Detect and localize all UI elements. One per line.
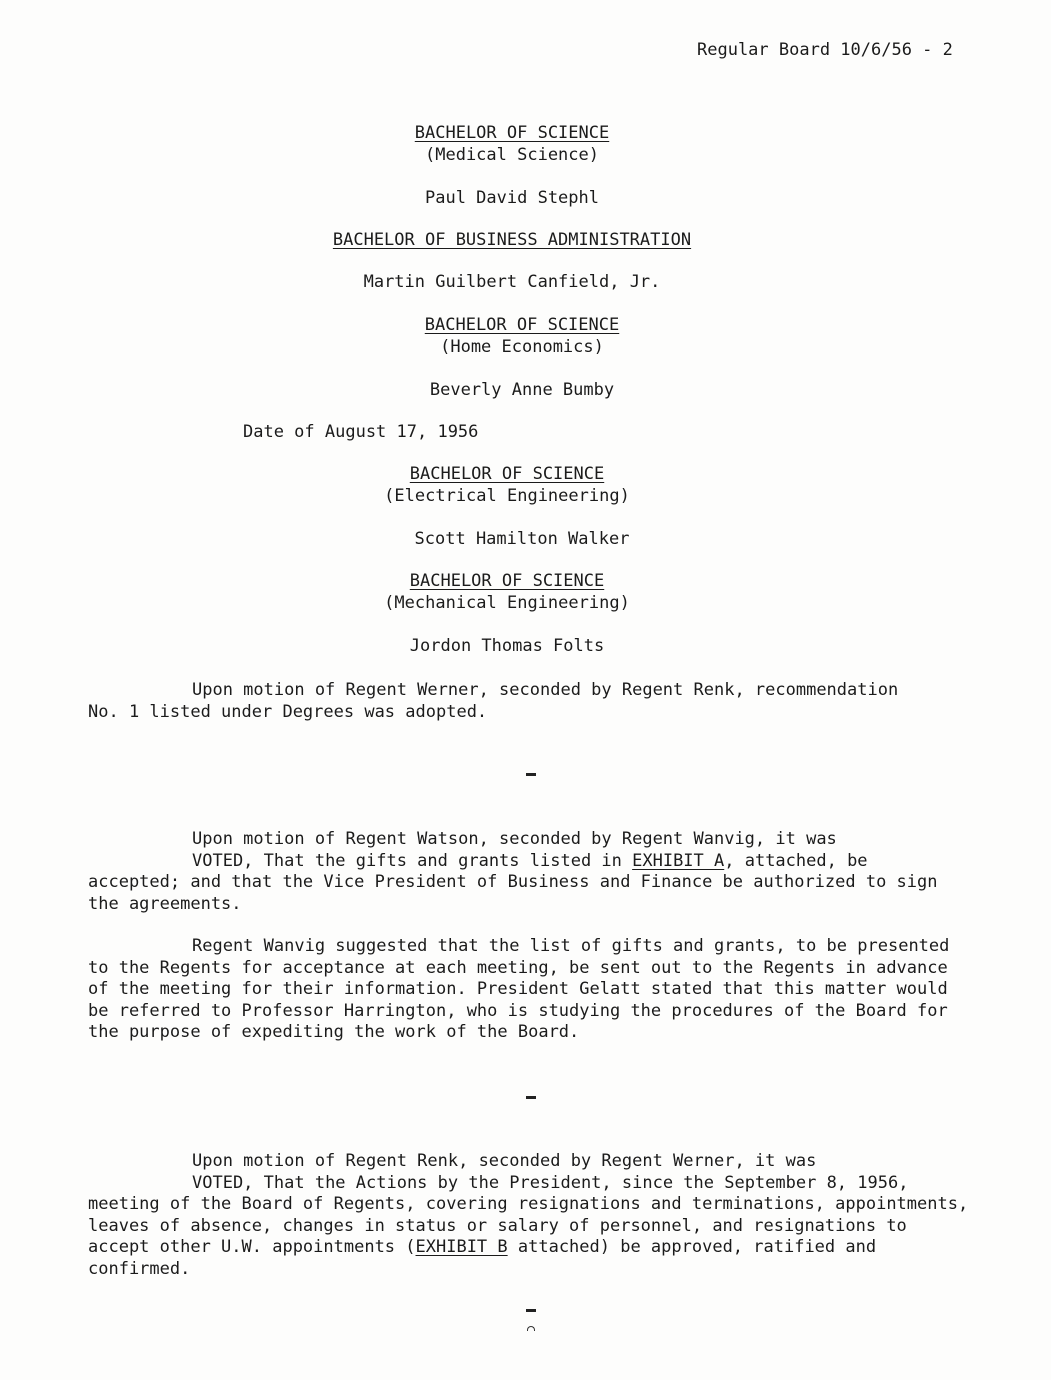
degree-heading: BACHELOR OF BUSINESS ADMINISTRATION [332,230,692,250]
degree-heading: BACHELOR OF SCIENCE [409,571,605,591]
wanvig-suggestion-paragraph: Regent Wanvig suggested that the list of gifts and grants, to be presented to the Regents for acceptance at each meeting, be sent out to the Regents in advance of the meeting for their information. President Gelatt stated that this matter would be referred to Professor Harrington, who is studying the procedures of the Board for the purpose of expediting the work of the Board. [88,936,950,1043]
graduate-name: Scott Hamilton Walker [414,529,630,549]
section-separator [526,1096,536,1099]
degree-heading: BACHELOR OF SCIENCE [409,464,605,484]
graduate-name: Jordon Thomas Folts [409,636,605,656]
degree-field: (Mechanical Engineering) [384,593,630,613]
page-mark [527,1326,535,1331]
degree-heading: BACHELOR OF SCIENCE [424,315,620,335]
graduate-name: Paul David Stephl [425,188,599,208]
date-line: Date of August 17, 1956 [243,422,479,442]
actions-by-president-paragraph: Upon motion of Regent Renk, seconded by Regent Werner, it was VOTED, That the Actions by the President, since the September 8, 1956, meeting of the Board of Regents, covering resignations and terminations, appointments, leaves of absence, changes in status or salary of personnel, and resignations to accept other U.W. appointments (EXHIBIT B attached) be approved, ratified and confirmed. [88,1151,969,1279]
degree-heading: BACHELOR OF SCIENCE [414,123,610,143]
exhibit-reference: EXHIBIT A [632,850,725,871]
gifts-grants-paragraph: Upon motion of Regent Watson, seconded by Regent Wanvig, it was VOTED, That the gifts and grants listed in EXHIBIT A, attached, be accepted; and that the Vice President of Business and Finance be authorized to sign the agreements. [88,829,938,914]
graduate-name: Martin Guilbert Canfield, Jr. [363,272,661,292]
degree-field: (Electrical Engineering) [384,486,630,506]
section-separator [526,773,536,776]
motion-paragraph: Upon motion of Regent Werner, seconded by Regent Renk, recommendation No. 1 listed under Degrees was adopted. [88,680,899,722]
graduate-name: Beverly Anne Bumby [429,380,615,400]
page-header: Regular Board 10/6/56 - 2 [697,40,953,60]
exhibit-reference: EXHIBIT B [415,1237,508,1258]
degree-field: (Medical Science) [425,145,599,165]
degree-field: (Home Economics) [440,337,604,357]
section-separator [526,1309,536,1312]
